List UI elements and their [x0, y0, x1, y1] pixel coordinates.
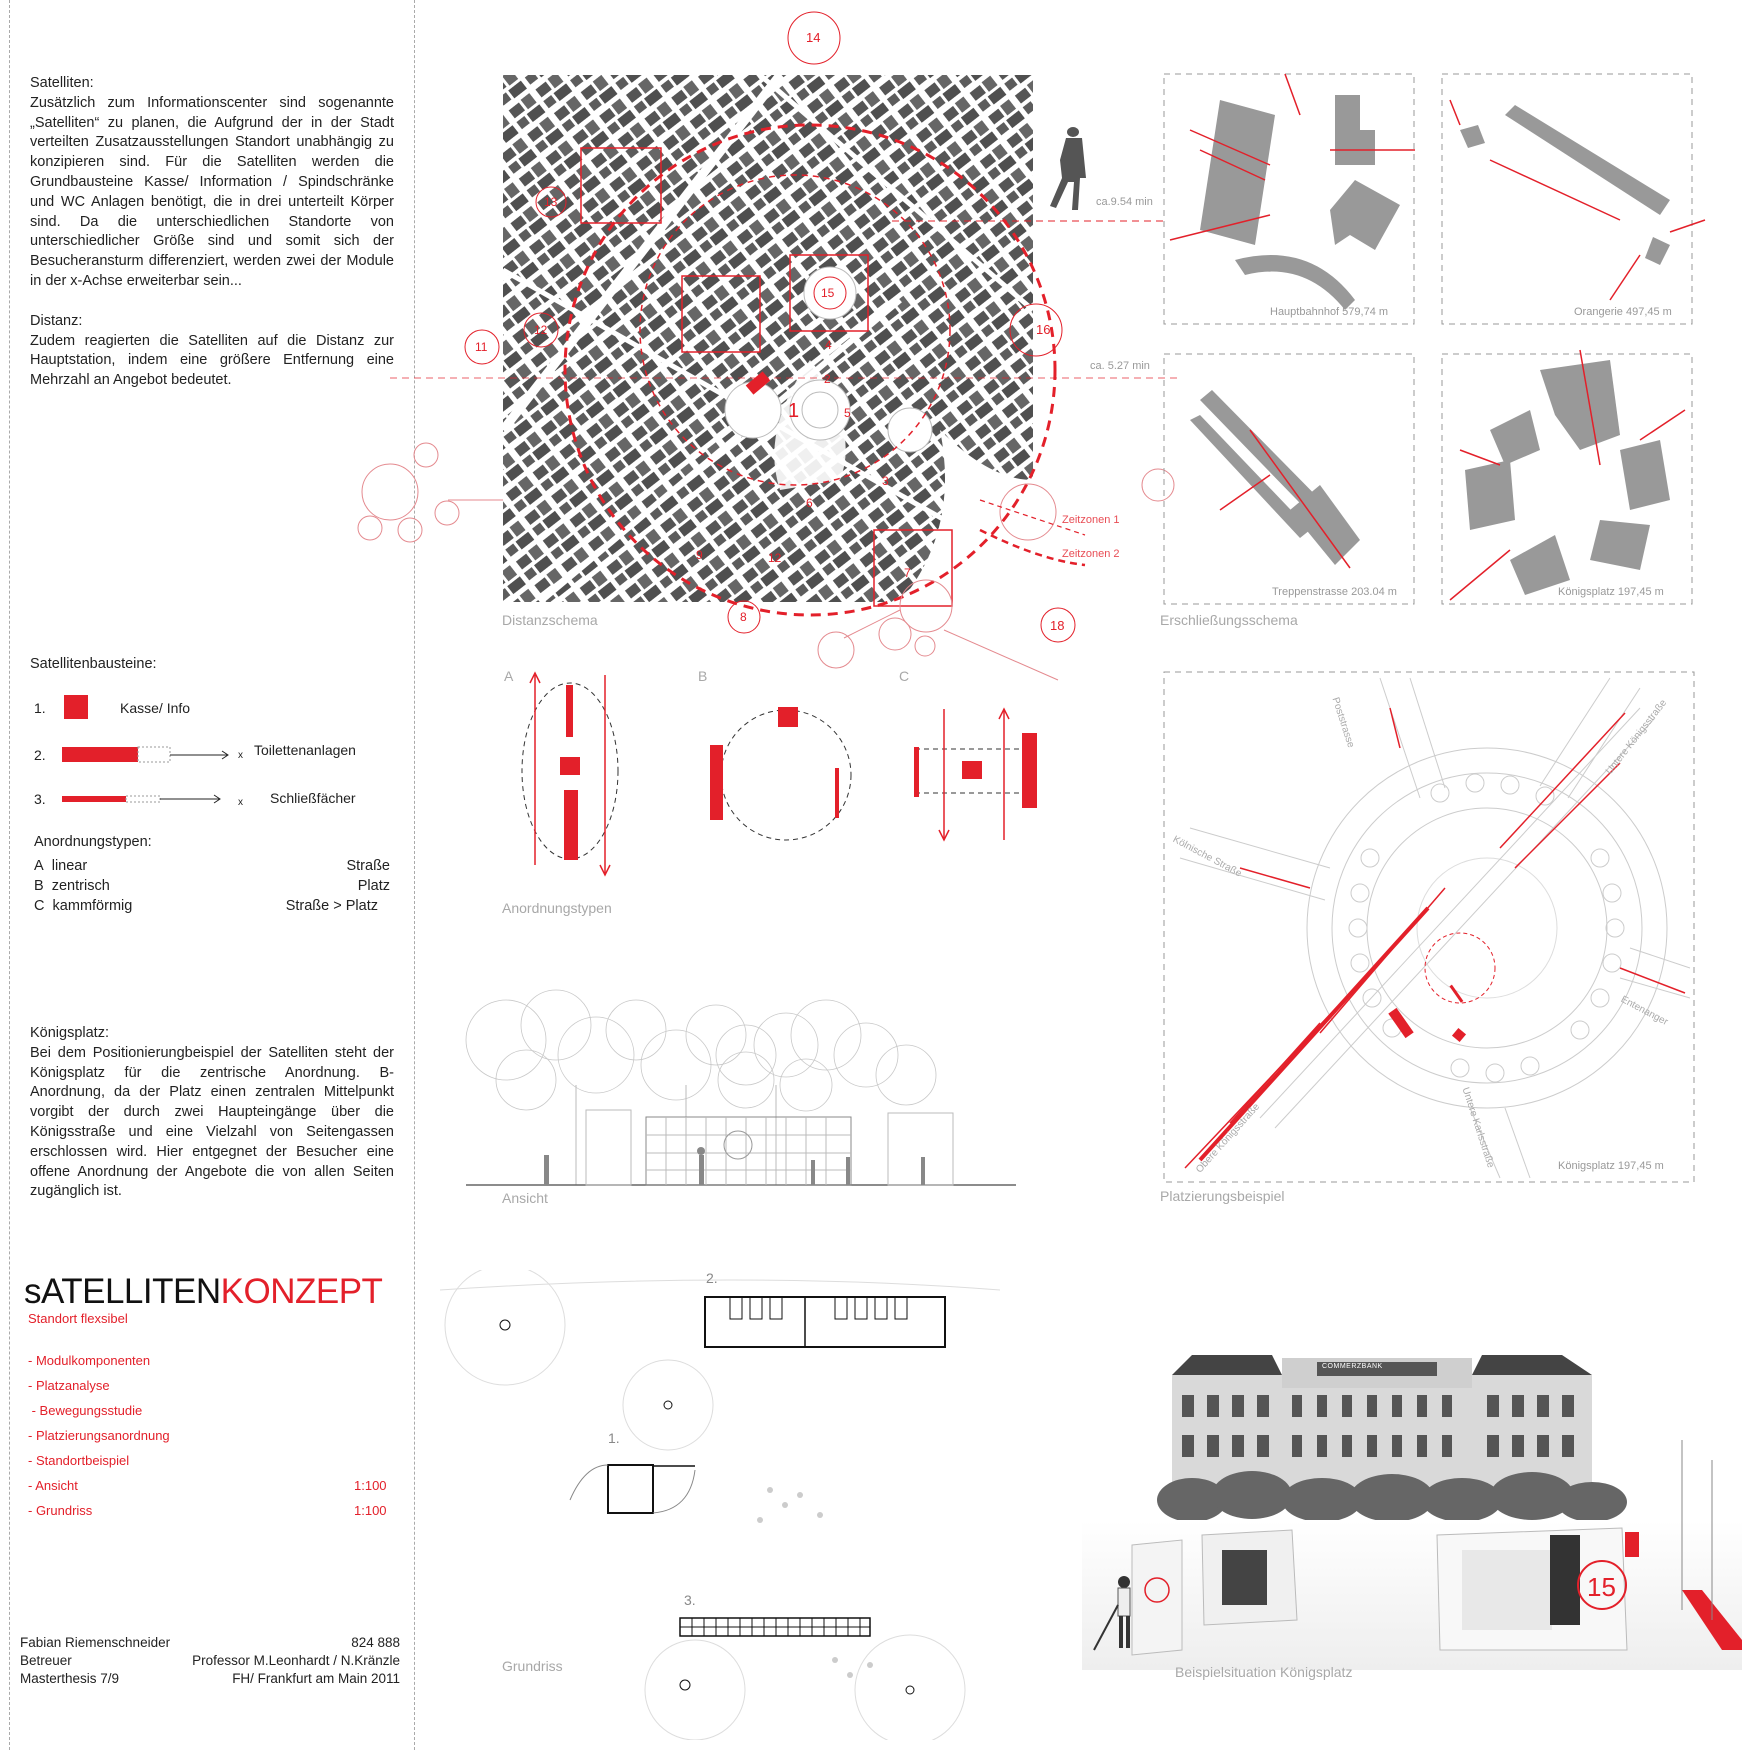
elevation-drawing	[446, 985, 1026, 1200]
type-a-label: A	[504, 668, 514, 684]
placement-example	[1160, 668, 1700, 1188]
site-label: Orangerie 497,45 m	[1574, 306, 1672, 318]
access-schemes	[1160, 70, 1720, 610]
contents-item: - Grundriss	[28, 1503, 93, 1518]
map-number-7: 7	[904, 566, 911, 580]
contents-scale: 1:100	[354, 1478, 387, 1493]
type-b-label: B	[698, 668, 708, 684]
caption-anordnungstypen: Anordnungstypen	[502, 900, 612, 916]
module-num: 3.	[34, 791, 46, 807]
caption-platzierung: Platzierungsbeispiel	[1160, 1188, 1285, 1204]
plan-label-1: 1.	[608, 1430, 620, 1446]
modules-heading: Satellitenbausteine:	[30, 656, 157, 672]
walk-time-1: ca.9.54 min	[1096, 196, 1153, 208]
types-heading: Anordnungstypen:	[34, 834, 152, 850]
bank-sign: COMMERZBANK	[1322, 1363, 1383, 1370]
contents-item: - Modulkomponenten	[28, 1353, 151, 1368]
axis-label: x	[238, 797, 243, 808]
type-row: C kammförmig Straße > Platz	[34, 898, 378, 914]
caption-distanzschema: Distanzschema	[502, 612, 598, 628]
plan-label-2: 2.	[706, 1270, 718, 1286]
type-c-label: C	[899, 668, 910, 684]
contents-item: - Standortbeispiel	[28, 1453, 130, 1468]
contents-item: - Bewegungsstudie	[28, 1403, 143, 1418]
map-number-18: 18	[1050, 618, 1065, 633]
map-number-8: 8	[740, 610, 747, 624]
street-label: Untere Königsstraße	[1604, 697, 1670, 777]
contents-item: - Ansicht	[28, 1478, 78, 1493]
map-number-13: 13	[544, 195, 558, 209]
thesis: Masterthesis 7/9	[20, 1671, 120, 1686]
site-label: Hauptbahnhof 579,74 m	[1270, 306, 1389, 318]
site-label: Treppenstrasse 203.04 m	[1272, 586, 1397, 598]
badge-15: 15	[1587, 1572, 1616, 1602]
street-label: Poststrasse	[1329, 696, 1357, 750]
module-num: 1.	[34, 700, 46, 716]
map-number-5: 5	[844, 406, 851, 420]
street-label: Kölnische Straße	[1170, 834, 1244, 880]
module-label: Schließfächer	[270, 790, 356, 806]
module-num: 2.	[34, 747, 46, 763]
koenigsplatz-body: Bei dem Positionierungbeispiel der Satelliten steht der Königsplatz für die zentrische Anordnung. B- Anordnung, da der Platz einen zentralen Mittelpunkt vorgibt der durch zwei Haupteingänge über die Königsstraße und eine Vielzahl von Seitengassen erschlossen wird. Hier entgegnet der Besucher eine offene Anordnung der Angebote die von allen Seiten zugänglich ist.	[30, 1044, 394, 1200]
types-list	[34, 856, 390, 916]
map-number-4: 4	[825, 338, 832, 352]
map-number-6: 6	[806, 496, 813, 510]
contents-scale: 1:100	[354, 1503, 387, 1518]
intro-body: Zusätzlich zum Informationscenter sind sogenannte „Satelliten“ zu planen, die Aufgrund der in der Stadt verteilten Zusatzausstellungen Standort unabhängig zu konzipieren sind. Für die Satelliten werden die Grundbausteine Kasse/ Information / Spindschränke und WC Anlagen benötigt, die in drei unterteilt Körper sind. Da die unterschiedlichen Standorte von unterschiedlicher Größe sind und somit sich der Besucheransturm differenziert, werden zwei der Module in der x-Achse erweiterbar sein...	[30, 94, 394, 289]
arrangement-types	[500, 665, 1080, 885]
intro-heading: Satelliten:	[30, 75, 94, 91]
caption-beispiel: Beispielsituation Königsplatz	[1175, 1664, 1353, 1680]
advisors: Professor M.Leonhardt / N.Kränzle	[192, 1653, 400, 1668]
distance-map	[340, 10, 1180, 690]
author: Fabian Riemenschneider	[20, 1635, 171, 1650]
map-number-3: 3	[882, 474, 889, 488]
map-number-12: 12	[534, 323, 548, 337]
contents-item: - Platzierungsanordnung	[28, 1428, 170, 1443]
street-label: Untere Karlsstraße	[1459, 1086, 1496, 1170]
map-number-14: 14	[806, 30, 821, 45]
left-margin-rule	[9, 0, 10, 1750]
caption-erschliessung: Erschließungsschema	[1160, 612, 1298, 628]
module-row-1	[34, 700, 46, 716]
koenigsplatz-heading: Königsplatz:	[30, 1025, 109, 1041]
plan-label-3: 3.	[684, 1592, 696, 1608]
module-label: Kasse/ Info	[120, 700, 191, 716]
zone-1-label: Zeitzonen 1	[1062, 514, 1120, 526]
zone-2-label: Zeitzonen 2	[1062, 548, 1120, 560]
map-number-2: 2	[824, 372, 831, 386]
koenigsplatz-block	[30, 1024, 394, 1202]
map-number-15: 15	[821, 286, 835, 300]
student-number: 824 888	[351, 1635, 400, 1650]
walk-time-2: ca. 5.27 min	[1090, 360, 1150, 372]
map-number-12b: 12	[768, 551, 782, 565]
caption-ansicht: Ansicht	[502, 1190, 548, 1206]
site-label: Königsplatz 197,45 m	[1558, 586, 1664, 598]
module-row-3	[34, 791, 46, 807]
axis-label: x	[238, 750, 243, 761]
contents-item: - Platzanalyse	[28, 1378, 110, 1393]
map-number-1: 1	[788, 400, 800, 422]
caption-grundriss: Grundriss	[502, 1658, 563, 1674]
page-title: sATELLITENKONZEPT	[24, 1272, 383, 1311]
distance-body: Zudem reagierten die Satelliten auf die Distanz zur Hauptstation, indem eine größere Entfernung eine Mehrzahl an Angebot bedeutet.	[30, 332, 394, 389]
map-number-16: 16	[1036, 322, 1051, 337]
module-row-2	[34, 747, 46, 763]
module-label: Toilettenanlagen	[254, 742, 356, 758]
kasse-swatch	[64, 695, 88, 719]
site-label: Königsplatz 197,45 m	[1558, 1160, 1664, 1172]
map-number-11: 11	[475, 340, 488, 354]
page-subtitle: Standort flexsibel	[28, 1311, 128, 1326]
school: FH/ Frankfurt am Main 2011	[232, 1671, 400, 1686]
street-label: Obere Königsstraße	[1194, 1101, 1263, 1176]
advisor-label: Betreuer	[20, 1653, 72, 1668]
map-number-9: 9	[696, 548, 703, 562]
type-row: A linear Straße	[34, 858, 390, 874]
credits	[20, 1634, 400, 1688]
distance-heading: Distanz:	[30, 312, 83, 329]
locker-module-bar	[60, 791, 240, 807]
type-row: B zentrisch Platz	[34, 878, 390, 894]
photo-koenigsplatz	[1082, 1350, 1742, 1670]
street-label: Entenanger	[1618, 994, 1670, 1028]
toilet-module-bar	[60, 744, 240, 766]
